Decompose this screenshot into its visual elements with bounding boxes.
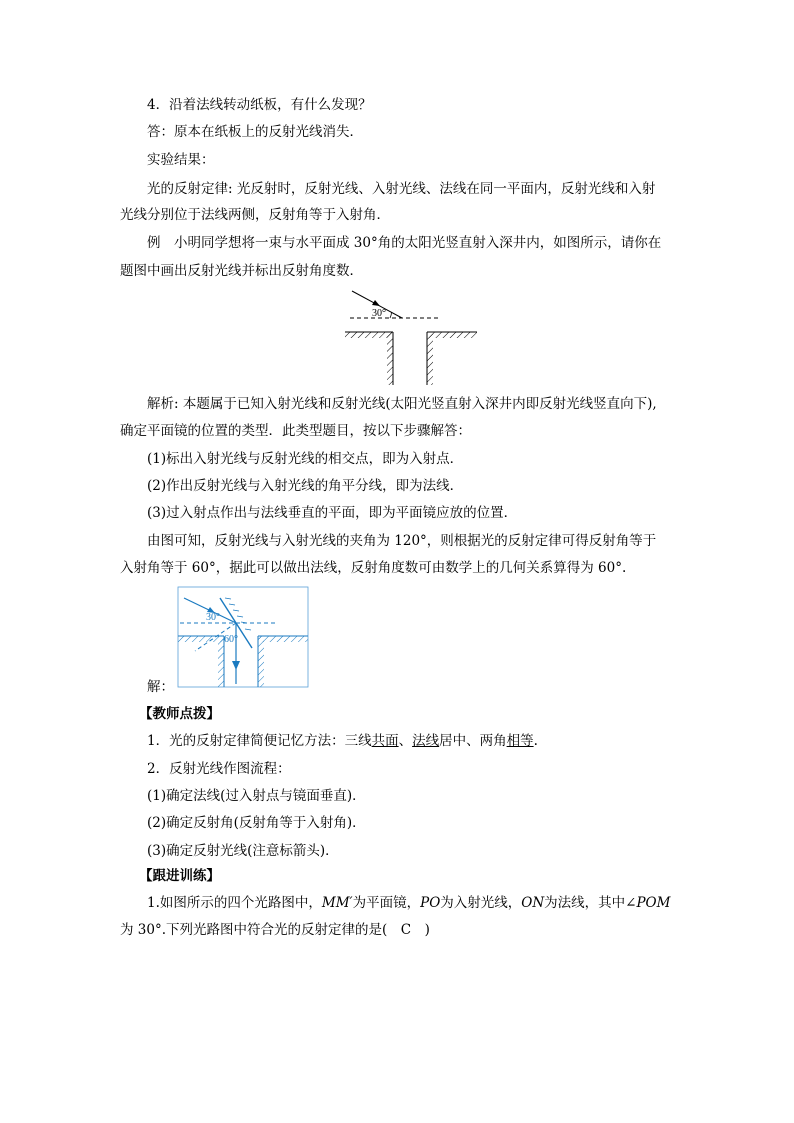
tips-item-1-mid: 居中、两角 <box>439 733 507 749</box>
tips-item-1 <box>147 732 538 750</box>
symbol-pom: POM <box>636 895 671 911</box>
well-wall-right <box>427 332 433 385</box>
analysis-step-3: (3)过入射点作出与法线垂直的平面，即为平面镜应放的位置． <box>147 505 518 521</box>
law-line-1: 光的反射定律: 光反射时，反射光线、入射光线、法线在同一平面内，反射光线和入射 <box>147 181 656 197</box>
question-4: 4．沿着法线转动纸板，有什么发现？ <box>147 97 372 113</box>
analysis-step-1: (1)标出入射光线与反射光线的相交点，即为入射点． <box>147 451 464 467</box>
practice-heading: 【跟进训练】 <box>139 868 220 884</box>
well-diagram-1 <box>340 285 480 385</box>
blank-answer: 共面 <box>371 733 399 749</box>
blank-answer: 法线 <box>412 733 440 749</box>
well-diagram-2 <box>170 586 310 688</box>
well-wall-left <box>387 332 393 385</box>
teacher-tips-heading: 【教师点拨】 <box>139 706 220 722</box>
example-line-1: 例 小明同学想将一束与水平面成 30°角的太阳光竖直射入深井内，如图所示，请你在 <box>147 235 662 251</box>
solution-label: 解： <box>147 679 174 695</box>
angle-label-30: 30° <box>372 308 386 319</box>
angle-arc <box>390 312 392 318</box>
tips-step-3: (3)确定反射光线(注意标箭头)． <box>147 843 339 859</box>
q1-text: 为平面镜， <box>352 895 421 911</box>
q1-text: 为法线，其中∠ <box>544 895 637 911</box>
analysis-line-4: 入射角等于 60°，据此可以做出法线，反射角度数可由数学上的几何关系算得为 60°. <box>120 560 627 576</box>
analysis-line-3: 由图可知，反射光线与入射光线的夹角为 120°，则根据光的反射定律可得反射角等于 <box>147 533 657 549</box>
ground-hatch-left <box>345 332 393 338</box>
symbol-on: ON <box>521 895 545 911</box>
tips-item-2: 2．反射光线作图流程： <box>147 761 291 777</box>
analysis-line-2: 确定平面镜的位置的类型．此类型题目，按以下步骤解答： <box>120 423 471 439</box>
answer-4: 答：原本在纸板上的反射光线消失． <box>147 124 363 140</box>
ground-hatch-right <box>427 332 477 338</box>
practice-q1-line-1 <box>147 894 670 912</box>
symbol-mm: MM′ <box>321 895 353 911</box>
separator: 、 <box>398 733 413 749</box>
practice-q1-line-2: 为 30°.下列光路图中符合光的反射定律的是( C ) <box>120 922 430 938</box>
symbol-po: PO <box>420 895 441 911</box>
result-heading: 实验结果： <box>147 152 215 168</box>
tips-step-1: (1)确定法线(过入射点与镜面垂直)． <box>147 788 366 804</box>
tips-item-1-prefix: 1．光的反射定律简便记忆方法：三线 <box>147 733 372 749</box>
q1-text: 为入射光线， <box>440 895 522 911</box>
example-line-2: 题图中画出反射光线并标出反射角度数． <box>120 263 363 279</box>
blank-answer: 相等 <box>506 733 534 749</box>
angle-label-60: 60° <box>224 634 238 645</box>
arrow-head <box>232 661 240 670</box>
angle-label-30: 30° <box>206 612 220 623</box>
analysis-step-2: (2)作出反射光线与入射光线的角平分线，即为法线． <box>147 478 464 494</box>
law-line-2: 光线分别位于法线两侧，反射角等于入射角． <box>120 207 390 223</box>
q1-text: 1.如图所示的四个光路图中， <box>147 895 322 911</box>
arrow-head <box>372 300 380 306</box>
period: . <box>533 733 538 749</box>
tips-step-2: (2)确定反射角(反射角等于入射角)． <box>147 815 366 831</box>
analysis-line-1: 解析: 本题属于已知入射光线和反射光线(太阳光竖直射入深井内即反射光线竖直向下), <box>147 396 657 412</box>
